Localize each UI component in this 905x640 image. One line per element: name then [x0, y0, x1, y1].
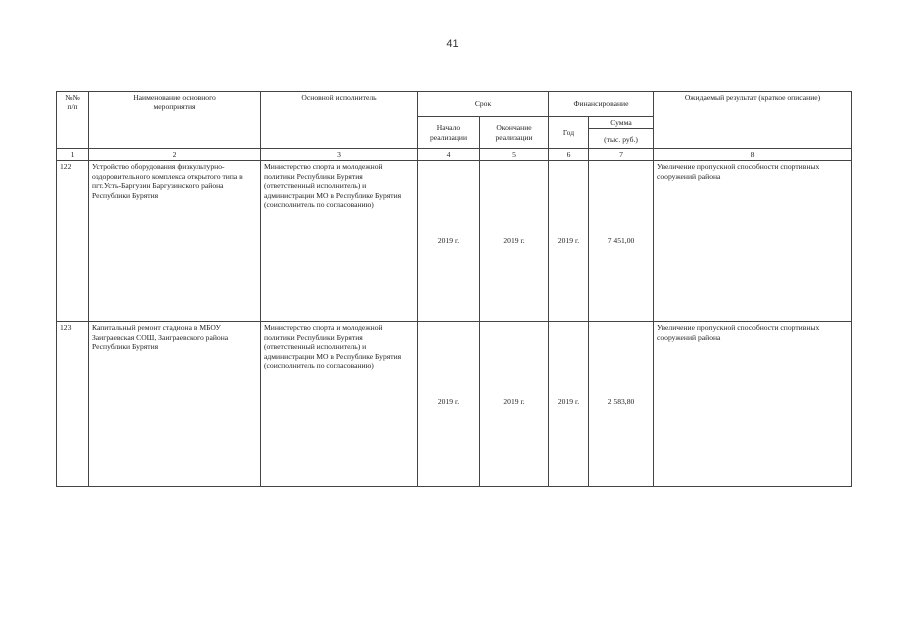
- row-sum: 7 451,00: [589, 161, 654, 322]
- header-sum: Сумма: [589, 117, 653, 129]
- col-number: 5: [480, 149, 549, 161]
- row-num: 123: [57, 322, 89, 487]
- page-number: 41: [446, 38, 459, 50]
- row-year: 2019 г.: [549, 161, 589, 322]
- col-number: 4: [418, 149, 480, 161]
- header-end: Окончание реализации: [480, 117, 549, 149]
- row-start: 2019 г.: [418, 161, 480, 322]
- header-sum-unit: (тыс. руб.): [604, 135, 638, 144]
- col-number: 2: [89, 149, 261, 161]
- header-num: №№ п/п: [57, 92, 89, 149]
- row-num: 122: [57, 161, 89, 322]
- row-name: Устройство оборудования физкультурно-оздоровительного комплекса открытого типа в пгт.Усть-Баргузин Баргузинского района Республики Бурятия: [89, 161, 261, 322]
- table-row: [57, 322, 852, 487]
- row-name: Капитальный ремонт стадиона в МБОУ Заиграевская СОШ, Заиграевского района Республики Бурятия: [89, 322, 261, 487]
- col-number: 1: [57, 149, 89, 161]
- row-result: Увеличение пропускной способности спортивных сооружений района: [654, 161, 852, 322]
- row-executor: Министерство спорта и молодежной политики Республики Бурятия (ответственный исполнитель) и администрации МО в Республике Бурятия (соисполнитель по согласованию): [261, 161, 418, 322]
- col-number: 3: [261, 149, 418, 161]
- row-year: 2019 г.: [549, 322, 589, 487]
- header-name: Наименование основного мероприятия: [89, 92, 261, 149]
- header-year: Год: [549, 117, 589, 149]
- header-sum-cell: [589, 117, 654, 149]
- row-start: 2019 г.: [418, 322, 480, 487]
- header-executor: Основной исполнитель: [261, 92, 418, 149]
- header-result: Ожидаемый результат (краткое описание): [654, 92, 852, 149]
- header-start: Начало реализации: [418, 117, 480, 149]
- col-number: 7: [589, 149, 654, 161]
- row-executor: Министерство спорта и молодежной политики Республики Бурятия (ответственный исполнитель) и администрации МО в Республике Бурятия (соисполнитель по согласованию): [261, 322, 418, 487]
- program-table: [56, 91, 852, 487]
- header-financing: Финансирование: [549, 92, 654, 117]
- row-sum: 2 583,80: [589, 322, 654, 487]
- row-result: Увеличение пропускной способности спортивных сооружений района: [654, 322, 852, 487]
- table-row: [57, 161, 852, 322]
- col-number: 8: [654, 149, 852, 161]
- col-number: 6: [549, 149, 589, 161]
- row-end: 2019 г.: [480, 322, 549, 487]
- row-end: 2019 г.: [480, 161, 549, 322]
- header-term: Срок: [418, 92, 549, 117]
